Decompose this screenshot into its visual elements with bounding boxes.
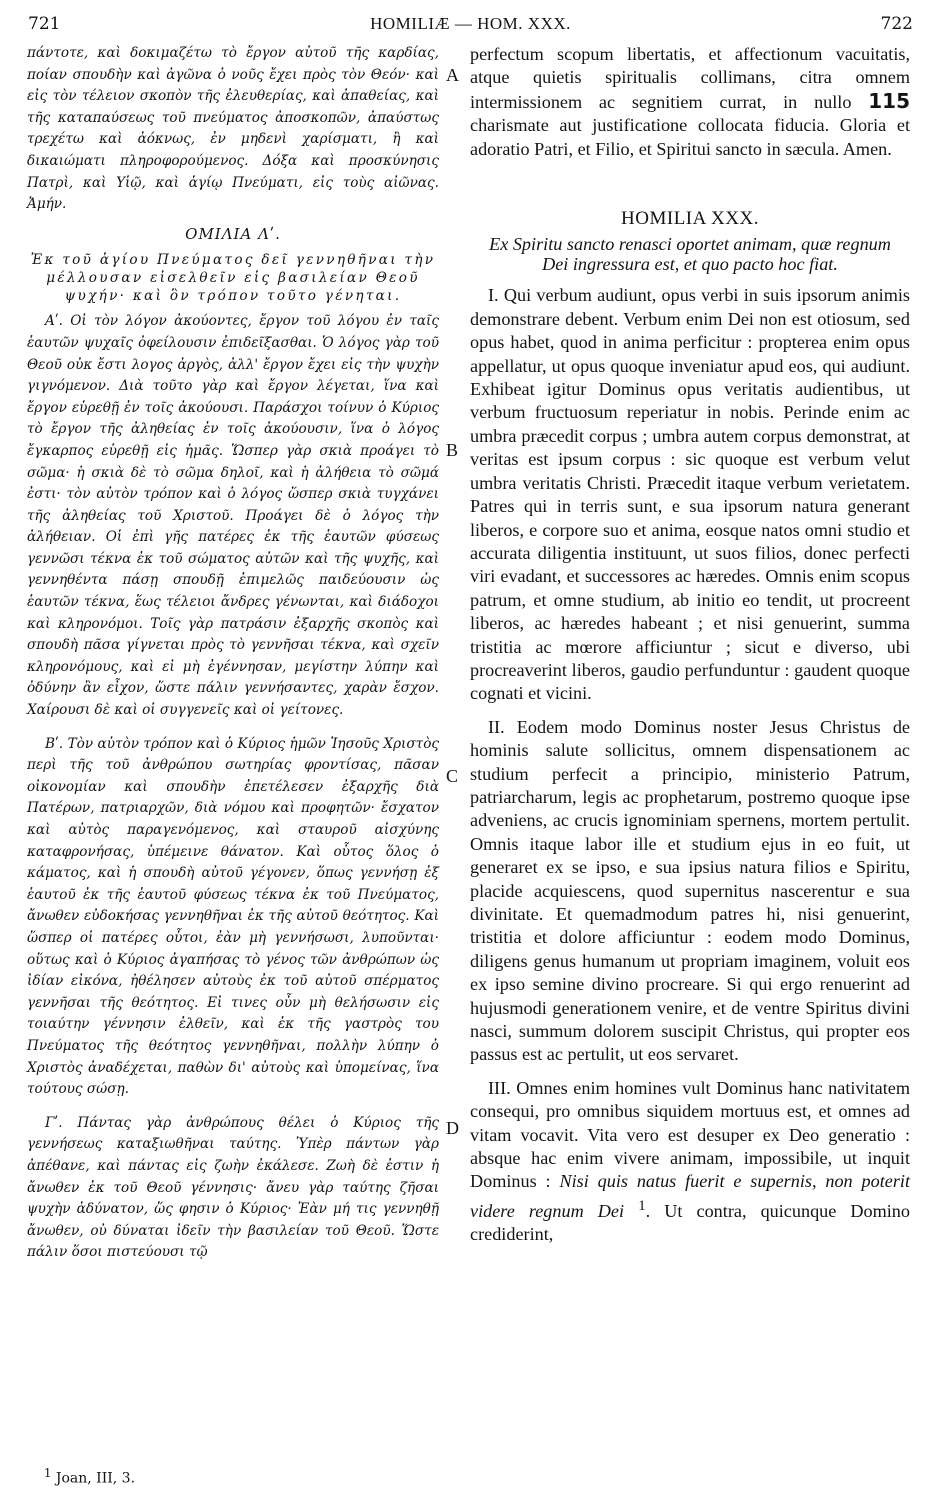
greek-paragraph-3: Γʹ. Πάντας γὰρ ἀνθρώπους θέλει ὁ Κύριος τῆς γεννήσεως καταξιωθῆναι ταύτης. Ὑπὲρ πάντων γὰρ ἀπέθανε, καὶ πάντας εἰς ζωὴν ἐκάλεσε. Ζωὴ δὲ ἐστιν ἡ ἄνωθεν ἐκ τοῦ Θεοῦ γέννησις· ἄνευ γὰρ ταύτης ζῆσαι ψυχὴν ἀδύνατον, ὥς φησιν ὁ Κύριος· Ἐὰν μή τις γεννηθῇ ἄνωθεν, οὐ δύναται ἰδεῖν τὴν βασιλείαν τοῦ Θεοῦ. Ὥστε πάλιν ὅσοι πιστεύουσι τῷ bbox=[27, 1114, 439, 1261]
latin-paragraph-3-part-2: . Ut contra, quicunque Domino crediderint, bbox=[470, 1200, 910, 1245]
footnote-reference: 1 bbox=[638, 1196, 646, 1214]
greek-intro: πάντοτε, καὶ δοκιμαζέτω τὸ ἔργον αὐτοῦ τῆς καρδίας, ποίαν σπουδὴν καὶ ἀγῶνα ὁ νοῦς ἔχει πρὸς τὸν Θεόν· καὶ εἰς τὸν τέλειον σκοπὸν τῆς ἐλευθερίας, καὶ ἀπαθείας, καὶ τῆς καταπαύσεως τοῦ πνεύματος ἀποσκοπῶν, ἀπαύστως τρεχέτω καὶ ἀόκνως, ἐν μηδενὶ χαρίσματι, ἢ καὶ δικαιώματι πληροφορούμενος. Δόξα καὶ προσκύνησις Πατρὶ, καὶ Υἱῷ, καὶ ἁγίῳ Πνεύματι, εἰς τοὺς αἰῶνας. Ἀμήν. bbox=[27, 45, 439, 213]
footnote-mark: 1 bbox=[44, 1466, 52, 1480]
running-header bbox=[28, 14, 913, 38]
latin-paragraph-3-part-1: III. Omnes enim homines vult Dominus hanc nativitatem consequi, pro omnibus siquidem mortuus est, et omnes ad vitam vocavit. Vita vero est desuper ex Deo generatio : absque hac enim vivere animam, impossibile, ut inquit Dominus : bbox=[470, 1077, 910, 1192]
greek-homily-title: ΟΜΙΛΙΑ Λʹ. bbox=[185, 224, 281, 243]
latin-homily-subtitle: Ex Spiritu sancto renasci oportet animam, quæ regnum Dei ingressura est, et quo pacto hoc fiat. bbox=[489, 234, 891, 275]
margin-letter-a: A bbox=[446, 65, 459, 85]
latin-homily-title: HOMILIA XXX. bbox=[621, 208, 759, 230]
margin-letter-c: C bbox=[446, 766, 459, 786]
left-page-number: 721 bbox=[28, 14, 61, 34]
margin-letter-b: B bbox=[446, 440, 459, 460]
latin-paragraph-2: II. Eodem modo Dominus noster Jesus Christus de hominis salute sollicitus, omnem dispensationem ac studium perfecit a principio, ministerio Patrum, patriarcharum, legis ac prophetarum, postremo quoque ipse adveniens, ac crucis ignominiam spernens, mortem pertulit. Omnis itaque labor ille et studium ejus in eo fuit, ut generaret ex se ipso, e sua ipsius natura filios e Spiritu, placide acquiescens, quod supernitus nascerentur e sua divinitate. Et quemadmodum patres hi, nisi genuerint, tristitia et dolore afficiuntur : eodem modo Dominus, diligens genus humanum ut propriam imaginem, voluit eos ex ipso semine divino procreare. Si qui ergo renuerint ad hujusmodi generationem venire, et de ventre Spiritus divini nasci, summum dolorem suscipit Christus, qui propter eos passus est ac pertulit, ut eos servaret. bbox=[470, 716, 910, 1065]
latin-intro-part-1: perfectum scopum libertatis, et affectionum vacuitatis, atque quietis spiritualis collimans, citra omnem intermissionem ac segnitiem currat, in nullo bbox=[470, 44, 910, 112]
footnote-text: Joan, III, 3. bbox=[55, 1470, 136, 1487]
latin-intro-part-2: charismate aut justificatione collocata fiducia. Gloria et adoratio Patri, et Filio, et Spiritui sancto in sæcula. Amen. bbox=[470, 115, 910, 159]
running-title: HOMILIÆ — HOM. XXX. bbox=[370, 14, 571, 33]
right-page-number: 722 bbox=[880, 14, 913, 34]
latin-paragraph-1: I. Qui verbum audiunt, opus verbi in suis ipsorum animis demonstrare debent. Verbum enim Dei non est otiosum, sed opus habet, quod in anima perficitur : propterea enim opus appellatur, ut opus quoque inveniatur apud eos, qui audiunt. Exhibeat igitur Dominus opus veritatis audientibus, ut verbum fructuosum reperiatur in nobis. Perinde enim ac umbra præcedit corpus ; umbra autem corpus demonstrat, at veritas est ipsum corpus : sic quoque est verbum velut umbra veritatis Christi. Præcedit itaque verbum verietatem. Patres qui in terris sunt, e sua ipsorum natura generant liberos, e corpore suo et anima, eosque natos omni studio et accurata diligentia instituunt, ut suos filios, donec perfecti viri evadant, et successores ac hæredes. Omnis enim scopus patrum, et omne studium, ab initio eo tendit, ut procreent liberos, ac hæredes habeant ; et nisi genuerint, summa tristitia ac mœrore afficiuntur ; sicut e diverso, ubi procreaverint liberos, gaudio perfunduntur : gaudent quoque cognati et vicini. bbox=[470, 285, 910, 704]
greek-homily-subtitle: Ἐκ τοῦ ἁγίου Πνεύματος δεῖ γεννηθῆναι τὴν μέλλουσαν εἰσελθεῖν εἰς βασιλείαν Θεοῦ ψυχήν· καὶ ὃν τρόπον τοῦτο γένηται. bbox=[30, 252, 436, 305]
latin-column bbox=[470, 43, 910, 1247]
column-number: 115 bbox=[868, 88, 910, 113]
latin-intro bbox=[470, 43, 910, 161]
latin-paragraph-3 bbox=[470, 1077, 910, 1247]
greek-paragraph-1: Αʹ. Οἱ τὸν λόγον ἀκούοντες, ἔργον τοῦ λόγου ἐν ταῖς ἑαυτῶν ψυχαῖς ὀφείλουσιν ἐπιδεῖξασθαι. Ὁ λόγος γὰρ τοῦ Θεοῦ οὐκ ἔστι λογος ἀργὸς, ἀλλ' ἔργον ἔχει εἰς τὴν ψυχὴν γιγνόμενον. Διὰ τοῦτο γὰρ καὶ ἔργον λέγεται, ἵνα καὶ ἔργον εὑρεθῇ ἐν τοῖς ἀκούουσι. Παράσχοι τοίνυν ὁ Κύριος τὸ ἔργον τῆς ἀληθείας ἐν τοῖς ἀκούουσιν, ἵνα ὁ λόγος ἔγκαρπος εὑρεθῇ εἰς ἡμᾶς. Ὥσπερ γὰρ σκιὰ προάγει τὸ σῶμα· ἡ σκιὰ δὲ τὸ σῶμα δηλοῖ, καὶ ἡ ἀλήθεια τὸ σῶμά ἐστι· τὸν αὐτὸν τρόπον καὶ ὁ λόγος ὥσπερ σκιὰ τυγχάνει τῆς ἀληθείας τοῦ Χριστοῦ. Προάγει δὲ ὁ λόγος τὴν ἀλήθειαν. Οἱ ἐπὶ γῆς πατέρες ἐκ τῆς ἑαυτῶν φύσεως γεννῶσι τέκνα ἐκ τοῦ σώματος αὐτῶν καὶ τῆς ψυχῆς, καὶ γεννηθέντα πάσῃ σπουδῇ ἐπιμελῶς παιδεύουσιν ὡς ἑαυτῶν τέκνα, ἕως τέλειοι ἄνδρες γένωνται, καὶ διάδοχοι καὶ κληρονόμοι. Τοῖς γὰρ πατράσιν ἐξαρχῆς σκοπὸς καὶ σπουδὴ πᾶσα γίγνεται πρὸς τὸ γεννῆσαι τέκνα, καὶ σχεῖν κληρονόμους, καὶ εἰ μὴ ἐγέννησαν, μεγίστην λύπην καὶ ὀδύνην ἂν εἶχον, ὥστε πάλιν γεννήσαντες, χαρὰν ἔσχον. Χαίρουσι δὲ καὶ οἱ συγγενεῖς καὶ οἱ γείτονες. bbox=[27, 313, 439, 719]
greek-column bbox=[27, 43, 439, 1264]
scripture-quote: Nisi quis natus fuerit e supernis, non poterit videre regnum Dei bbox=[470, 1171, 910, 1221]
margin-letter-d: D bbox=[446, 1118, 459, 1138]
footnote bbox=[44, 1466, 135, 1487]
greek-paragraph-2: Βʹ. Τὸν αὐτὸν τρόπον καὶ ὁ Κύριος ἡμῶν Ἰησοῦς Χριστὸς περὶ τῆς τοῦ ἀνθρώπου σωτηρίας φροντίσας, πᾶσαν οἰκονομίαν καὶ σπουδὴν ἐπετέλεσεν ἐξαρχῆς διὰ Πατέρων, πατριαρχῶν, διὰ νόμου καὶ προφητῶν· ἔσχατον καὶ αὐτὸς παραγενόμενος, καὶ σταυροῦ αἰσχύνης καταφρονήσας, ὑπέμεινε θάνατον. Καὶ οὗτος ὅλος ὁ κάματος, καὶ ἡ σπουδὴ αὐτοῦ γέγονεν, ὅπως γεννήσῃ ἐξ ἑαυτοῦ ἐκ τῆς ἑαυτοῦ φύσεως τέκνα ἐκ τοῦ Πνεύματος, ἄνωθεν εὐδοκήσας γεννηθῆναι ἐκ τῆς αὐτοῦ θεότητος. Καὶ ὥσπερ οἱ πατέρες οὗτοι, ἐὰν μὴ γεννήσωσι, λυποῦνται· οὕτως καὶ ὁ Κύριος ἀγαπήσας τὸ γένος τῶν ἀνθρώπων ὡς ἰδίαν εἰκόνα, ἠθέλησεν αὐτοὺς ἐκ τοῦ αὐτοῦ σπέρματος γεννῆσαι τῆς θεότητος. Εἰ τινες οὖν μὴ θελήσωσιν εἰς τοιαύτην γέννησιν ἐλθεῖν, καὶ ἐκ τῆς γαστρὸς του Πνεύματος τῆς θεότητος γεννηθῆναι, πολλὴν λύπην ὁ Χριστὸς ἀναδέχεται, παθὼν δι' αὐτοὺς καὶ ὑπομείνας, ἵνα τούτους σώσῃ. bbox=[27, 735, 439, 1098]
